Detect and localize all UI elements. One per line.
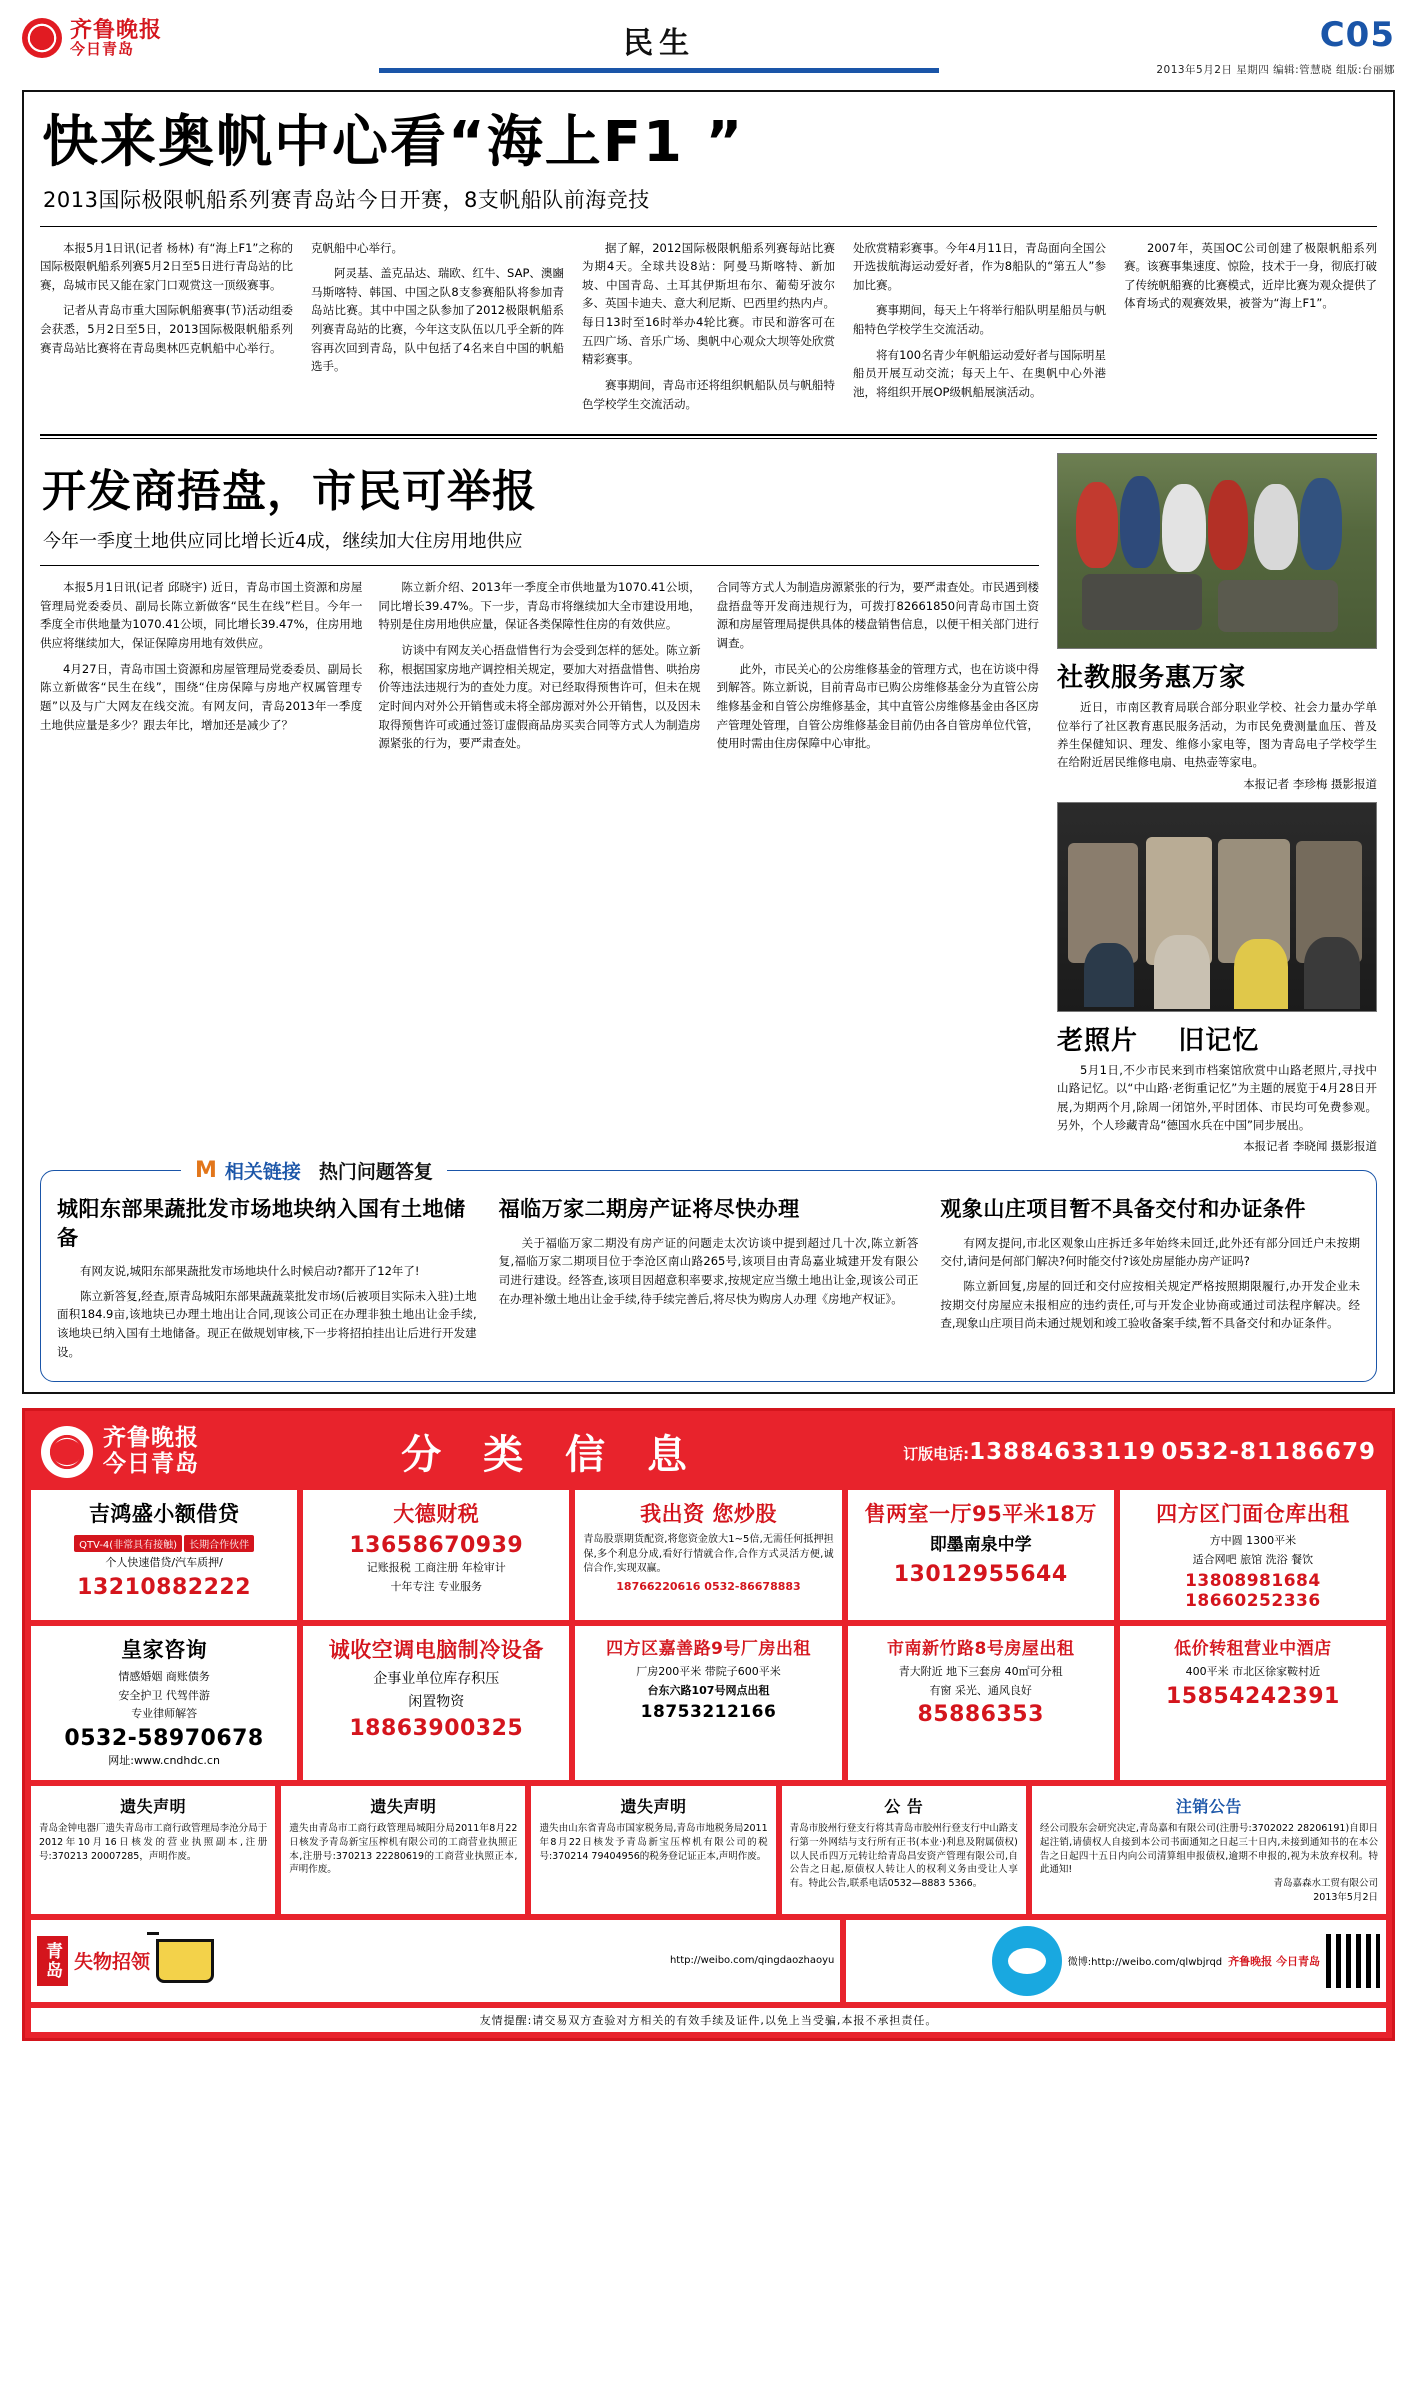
ads-brand-line-2: 今日青岛 [103, 1450, 199, 1477]
ad-badge: 长期合作伙伴 [184, 1535, 254, 1552]
story2-columns [40, 578, 1039, 760]
order-phone-label: 订版电话: [903, 1444, 970, 1463]
brand-line-1: 齐鲁晚报 [70, 17, 163, 43]
paragraph: 陈立新答复,经查,原青岛城阳东部果蔬蔬菜批发市场(后被项目实际未入驻)土地面积184.9亩,该地块已办理土地出让合同,现该公司正在办理非独土地出让金手续,该地块已纳入国有土地储备。现正在做规划审核,下一步将招拍挂出让后进行开发建设。 [57, 1288, 477, 1359]
classified-footer-note: 友情提醒:请交易双方查验对方相关的有效手续及证件,以免上当受骗,本报不承担责任。 [31, 2008, 1386, 2032]
qilu-swirl-icon [22, 18, 62, 58]
related-item [499, 1195, 919, 1367]
ad-title: 吉鸿盛小额借贷 [88, 1502, 240, 1527]
order-phone-1: 13884633119 [969, 1438, 1157, 1465]
related-tag-label: 相关链接 [224, 1161, 301, 1184]
ad-title: 诚收空调电脑制冷设备 [328, 1638, 544, 1663]
weibo-brand: 齐鲁晚报 今日青岛 [1228, 1954, 1320, 1968]
related-tag-subject: 热门问题答复 [318, 1161, 433, 1184]
ad-phone: 13012955644 [893, 1561, 1068, 1587]
lead-col-3 [582, 239, 835, 421]
related-links-tag [181, 1157, 447, 1184]
notice-body: 经公司股东会研究决定,青岛嘉和有限公司(注册号:3702022 28206191)自即日起注销,请债权人自接到本公司书面通知之日起三十日内,未接到通知书的在本公告之日起四十五日内向公司清算组申报债权,逾期不申报的,视为未放弃权利。特此通知! [1039, 1823, 1378, 1876]
ad-line: 记账报税 工商注册 年检审计 [366, 1561, 506, 1575]
notice-byline-1: 青岛嘉森水工贸有限公司 [1273, 1878, 1378, 1890]
photo2-text: 5月1日,不少市民来到市档案馆欣赏中山路老照片,寻找中山路记忆。以“中山路·老街重记忆”为主题的展览于4月28日开展,为期两个月,除周一闭馆外,平时团体、市民均可免费参观。另外，个人珍藏青岛“德国水兵在中国”同步展出。 [1057, 1062, 1377, 1132]
notice-body: 遗失由山东省青岛市国家税务局,青岛市地税务局2011年8月22日核发予青岛新宝压榨机有限公司的税号:370214 79404956的税务登记证正本,声明作废。 [539, 1823, 768, 1862]
ad-badge: QTV-4(非常具有接触) [74, 1535, 182, 1552]
link-mark-icon: M [195, 1158, 217, 1184]
ad-line: 有窗 采光、通风良好 [929, 1683, 1032, 1697]
photo-column [1057, 453, 1377, 1154]
classified-ads-section [22, 1408, 1395, 2041]
photo2-caption-a: 老照片 [1057, 1025, 1139, 1056]
ad-phone: 18863900325 [349, 1716, 524, 1742]
photo2-caption-b: 旧记忆 [1178, 1025, 1260, 1056]
section-rule [379, 68, 939, 73]
ad-line: 适合网吧 旅馆 洗浴 餐饮 [1192, 1552, 1314, 1566]
ad-line: 400平米 市北区徐家鞍村近 [1185, 1665, 1321, 1679]
lead-story [40, 112, 1377, 420]
classified-row-1 [31, 1490, 1386, 1620]
related-columns [57, 1195, 1360, 1367]
qr-code-icon [1326, 1934, 1380, 1988]
classified-order-phone [903, 1439, 1376, 1465]
ad-title: 皇家咨询 [121, 1638, 208, 1663]
ad-line: 厂房200平米 带院子600平米 [636, 1665, 781, 1679]
related-title: 城阳东部果蔬批发市场地块纳入国有土地储备 [57, 1197, 466, 1250]
paragraph: 据了解，2012国际极限帆船系列赛每站比赛为期4天。全球共设8站：阿曼马斯喀特、新加坡、中国青岛、土耳其伊斯坦布尔、葡萄牙波尔多、英国卡迪夫、意大利尼斯、巴西里约热内卢。每日13时至16时举办4轮比赛。市民和游客可在五四广场、音乐广场、奥帆中心观众大坝等处欣赏精彩赛事。 [582, 240, 835, 367]
notice-body: 青岛市胶州行登支行将其青岛市胶州行登支行中山路支行第一外网结与支行所有正书(本业·)利息及附属债权)以人民币四万元转让给青岛昌安资产管理有限公司,自公告之日起,原债权人转让人的权利义务由受让人享有。特此公告,联系电话0532—8883 5366。 [789, 1823, 1018, 1890]
ad-aircon-buy[interactable] [303, 1626, 569, 1780]
paragraph: 4月27日，青岛市国土资源和房屋管理局党委委员、副局长陈立新做客“民生在线”，围绕“住房保障与房地产权属管理专题”以及与广大网友在线交流。有网友问，青岛2013年一季度土地供应量是多少？跟去年比，增加还是减少了？ [40, 661, 363, 732]
notice-lost-1[interactable] [31, 1786, 275, 1914]
section-title: 民生 [623, 26, 696, 61]
ad-body: 青岛股票期货配资,将您资金放大1~5倍,无需任何抵押担保,多个利息分成,看好行情就合作,合作方式灵活方便,诚信合作,实现双赢。 [583, 1534, 834, 1575]
notice-title: 遗失声明 [370, 1797, 437, 1817]
masthead [22, 15, 1395, 82]
related-title: 福临万家二期房产证将尽快办理 [498, 1197, 800, 1222]
city-label: 青岛 [37, 1936, 68, 1986]
ad-line: 十年专注 专业服务 [390, 1579, 483, 1593]
paragraph: 访谈中有网友关心捂盘惜售行为会受到怎样的惩处。陈立新称，根据国家房地产调控相关规定，要加大对捂盘惜售、哄抬房价等违法违规行为的查处力度。对已经取得预售许可，但未在规定时间内对外公开销售或未将全部房源对外公开销售，以及因未取得预售许可或通过签订虚假商品房买卖合同等方式人为制造房源紧张的行为，要严肃查处。 [378, 643, 701, 751]
paragraph: 记者从青岛市重大国际帆船赛事(节)活动组委会获悉，5月2日至5日，2013国际极限帆船系列赛青岛站比赛将在青岛奥林匹克帆船中心举行。 [40, 303, 293, 355]
paragraph: 关于福临万家二期没有房产证的问题走太次访谈中提到超过几十次,陈立新答复,福临万家二期项目位于李沧区南山路265号,该项目由青岛嘉业城建开发有限公司进行建设。经答查,该项目因超意积率要求,按规定应当缴土地出让金,现该公司正在办理补缴土地出让金手续,待手续完善后,将尽快为购房人办理《房地产权证》。 [498, 1235, 919, 1306]
classified-header [31, 1417, 1386, 1490]
paragraph: 处欣赏精彩赛事。今年4月11日，青岛面向全国公开选拔航海运动爱好者，作为8船队的“第五人”参加比赛。 [853, 240, 1106, 292]
ad-title: 四方区门面仓库出租 [1156, 1502, 1350, 1527]
paragraph: 合同等方式人为制造房源紧张的行为，要严肃查处。市民遇到楼盘捂盘等开发商违规行为，可拨打82661850问青岛市国土资源和房屋管理局提供具体的楼盘销售信息，以便干相关部门进行调查。 [716, 580, 1039, 651]
qilu-swirl-icon [41, 1426, 93, 1478]
shopping-cart-icon [156, 1939, 214, 1983]
weibo-banner[interactable] [846, 1920, 1386, 2002]
story2-col-2 [378, 578, 700, 760]
paragraph: 本报5月1日讯(记者 杨林) 有“海上F1”之称的国际极限帆船系列赛5月2日至5日进行青岛站的比赛，岛城市民又能在家门口观赏这一顶级赛事。 [40, 240, 293, 292]
divider-thin [40, 438, 1377, 439]
ad-phone: 0532-58970678 [64, 1725, 264, 1751]
ads-brand-line-1: 齐鲁晚报 [103, 1425, 199, 1452]
ad-title: 市南新竹路8号房屋出租 [887, 1639, 1075, 1660]
paragraph: 阿灵基、盖克品达、瑞欧、红牛、SAP、澳豳马斯喀特、韩国、中国之队8支参赛船队将参加青岛站比赛。其中中国之队参加了2012极限帆船系列赛青岛站的比赛，今年这支队伍以几乎全新的阵容再次回到青岛，队中包括了4名来自中国的帆船选手。 [311, 266, 564, 374]
lost-found-row [31, 1920, 1386, 2002]
lead-columns [40, 239, 1377, 421]
page-meta: 2013年5月2日 星期四 编辑:管慧晓 组版:台丽娜 [1156, 64, 1395, 76]
ad-title: 售两室一厅95平米18万 [864, 1502, 1097, 1527]
divider-thick [40, 434, 1377, 436]
notice-lost-3[interactable] [531, 1786, 775, 1914]
ad-title: 低价转租营业中酒店 [1174, 1639, 1332, 1660]
related-item [57, 1195, 477, 1367]
ad-line: 方中圆 1300平米 [1209, 1534, 1297, 1548]
ad-line: 企事业单位库存积压 [373, 1671, 500, 1688]
story2-col-3 [717, 578, 1039, 760]
ad-phone: 85886353 [917, 1702, 1044, 1728]
lead-col-4 [853, 239, 1106, 421]
ad-line: 青大附近 地下三套房 40㎡可分租 [898, 1665, 1063, 1679]
lead-headline: 快来奥帆中心看“海上F1 ” [42, 110, 745, 175]
lead-col-5 [1124, 239, 1377, 421]
related-links-box [40, 1158, 1377, 1382]
page-code-block [1156, 15, 1395, 77]
ad-line: 个人快速借贷/汽车质押/ [105, 1556, 223, 1570]
ad-jihongsheng-loan[interactable] [31, 1490, 297, 1620]
notice-announcement[interactable] [782, 1786, 1026, 1914]
ad-phone: 13210882222 [77, 1574, 252, 1600]
ad-line: 安全护卫 代驾伴游 [118, 1688, 210, 1702]
ad-dade-tax[interactable] [303, 1490, 569, 1620]
notice-body: 遗失由青岛市工商行政管理局城阳分局2011年8月22日核发予青岛新宝压榨机有限公司的工商营业执照正本,注册号:370213 22280619的工商营业执照正本,声明作废。 [289, 1823, 518, 1876]
ad-royal-consult[interactable] [31, 1626, 297, 1780]
second-story [40, 453, 1039, 1154]
paragraph: 克帆船中心举行。 [311, 240, 403, 255]
ad-phone: 18753212166 [640, 1702, 777, 1723]
story2-subhead: 今年一季度土地供应同比增长近4成，继续加大住房用地供应 [43, 531, 523, 553]
paragraph: 有网友提问,市北区观象山庄拆迁多年始终未回迁,此外还有部分回迁户未按期交付,请问是何部门解决?何时能交付?该处房屋能办房产证吗? [940, 1235, 1360, 1269]
ad-line: 情感婚姻 商账债务 [118, 1670, 210, 1684]
notice-deregistration[interactable] [1032, 1786, 1386, 1914]
divider [40, 565, 1039, 566]
ad-phone: 18766220616 0532-86678883 [616, 1579, 801, 1593]
weibo-url[interactable]: 微博:http://weibo.com/qlwbjrqd [1067, 1957, 1223, 1969]
paragraph: 赛事期间，每天上午将举行船队明星船员与帆船特色学校学生交流活动。 [853, 303, 1106, 337]
notice-lost-2[interactable] [281, 1786, 525, 1914]
ad-shinan-house-rent[interactable] [848, 1626, 1114, 1780]
lost-found-weibo-url[interactable]: http://weibo.com/qingdaozhaoyu [669, 1955, 835, 1967]
ad-website[interactable]: 网址:www.cndhdc.cn [108, 1753, 220, 1767]
weibo-icon [992, 1926, 1062, 1996]
ad-phone: 15854242391 [1165, 1683, 1340, 1709]
ad-line: 即墨南泉中学 [929, 1535, 1032, 1556]
paragraph: 陈立新回复,房屋的回迁和交付应按相关规定严格按照期限履行,办开发企业未按期交付房屋应未报相应的违约责任,可与开发企业协商或通过司法程序解决。经查,现象山庄项目尚未通过规划和竣工验收备案手续,暂不具备交付和办证条件。 [940, 1278, 1360, 1331]
lead-subhead: 2013国际极限帆船系列赛青岛站今日开赛，8支帆船队前海竞技 [43, 187, 650, 212]
notice-title: 公 告 [884, 1797, 924, 1817]
ad-factory-rent[interactable] [575, 1626, 841, 1780]
classified-logo [41, 1426, 199, 1478]
notice-title: 遗失声明 [120, 1797, 187, 1817]
notice-body: 青岛金钟电器厂遗失青岛市工商行政管理局李沧分局于2012年10月16日核发的营业执照副本,注册号:370213 20007285，声明作废。 [39, 1823, 268, 1862]
paragraph: 2007年，英国OC公司创建了极限帆船系列赛。该赛事集速度、惊险，技术于一身，彻底打破了传统帆船赛的比赛模式，近岸比赛为观众提供了体育场式的观赛效果，被誉为“海上F1”。 [1124, 240, 1377, 311]
ad-title: 四方区嘉善路9号厂房出租 [606, 1639, 811, 1660]
lead-col-2 [311, 239, 564, 421]
related-title: 观象山庄项目暂不具备交付和办证条件 [940, 1197, 1306, 1222]
ad-hotel-transfer[interactable] [1120, 1626, 1386, 1780]
content-frame [22, 90, 1395, 1394]
ad-line: 台东六路107号网点出租 [647, 1683, 770, 1697]
photo1-byline: 本报记者 李珍梅 摄影报道 [1243, 776, 1377, 791]
photo1-caption: 社教服务惠万家 [1057, 663, 1247, 694]
photo1-text: 近日，市南区教育局联合部分职业学校、社会力量办学单位举行了社区教育惠民服务活动，为市民免费测量血压、普及养生保健知识、理发、维修小家电等，图为青岛电子学校学生在给附近居民维修电扇、电热壶等家电。 [1057, 700, 1377, 770]
divider [40, 226, 1377, 227]
lost-found-title: 失物招领 [74, 1951, 151, 1974]
page-code: C05 [1319, 15, 1395, 55]
second-story-block [40, 453, 1377, 1154]
notice-byline-2: 2013年5月2日 [1313, 1891, 1378, 1903]
paragraph: 赛事期间，青岛市还将组织帆船队员与帆船特色学校学生交流活动。 [582, 377, 835, 411]
classified-row-1b [31, 1626, 1386, 1780]
story2-headline: 开发商捂盘，市民可举报 [42, 466, 537, 518]
photo2-caption [1057, 1020, 1377, 1057]
lost-found-banner[interactable] [31, 1920, 840, 2002]
section-title-block [162, 18, 1156, 73]
classified-row-notices [31, 1786, 1386, 1914]
related-item [940, 1195, 1360, 1367]
newspaper-logo [22, 18, 162, 58]
ad-line: 闲置物资 [408, 1694, 465, 1711]
ad-warehouse-rent[interactable] [1120, 1490, 1386, 1620]
story2-col-1 [40, 578, 362, 760]
ad-phone: 13658670939 [349, 1533, 524, 1559]
photo-old-pictures [1057, 802, 1377, 1012]
ad-stock-funding[interactable] [575, 1490, 841, 1620]
paragraph: 将有100名青少年帆船运动爱好者与国际明星船员开展互动交流；每天上午、在奥帆中心外港池，将组织开展OP级帆船展演活动。 [853, 347, 1106, 399]
ad-title: 大德财税 [393, 1502, 480, 1527]
photo-community-service [1057, 453, 1377, 649]
ad-phone: 13808981684 18660252336 [1185, 1571, 1321, 1612]
lead-col-1 [40, 239, 293, 421]
paragraph: 有网友说,城阳东部果蔬批发市场地块什么时候启动?都开了12年了! [80, 1264, 420, 1279]
ad-house-for-sale[interactable] [848, 1490, 1114, 1620]
order-phone-2: 0532-81186679 [1161, 1438, 1376, 1465]
paragraph: 本报5月1日讯(记者 邱晓宇) 近日，青岛市国土资源和房屋管理局党委委员、副局长陈立新做客“民生在线”栏目。今年一季度全市供地量为1070.41公顷，同比增长39.47%，住房用地供应将继续加大，保证保障房用地有效供应。 [40, 580, 363, 651]
brand-line-2: 今日青岛 [70, 39, 135, 58]
ad-title: 我出资 您炒股 [640, 1502, 777, 1527]
paragraph: 此外，市民关心的公房维修基金的管理方式，也在访谈中得到解答。陈立新说，目前青岛市已购公房维修基金分为直管公房维修基金和自管公房维修基金，其中直管公房维修基金由各区房产管理处管理，自管公房维修基金目前仍由各自管房单位代管，使用时需由住房保障中心审批。 [716, 661, 1039, 751]
photo2-byline: 本报记者 李晓闻 摄影报道 [1243, 1139, 1377, 1154]
classified-title: 分 类 信 息 [401, 1432, 701, 1479]
notice-title: 注销公告 [1175, 1797, 1242, 1817]
paragraph: 陈立新介绍、2013年一季度全市供地量为1070.41公顷，同比增长39.47%。下一步，青岛市将继续加大全市建设用地，特别是住房用地供应量，保证各类保障性住房的有效供应。 [378, 580, 701, 632]
notice-title: 遗失声明 [620, 1797, 687, 1817]
ad-line: 专业律师解答 [131, 1707, 198, 1721]
